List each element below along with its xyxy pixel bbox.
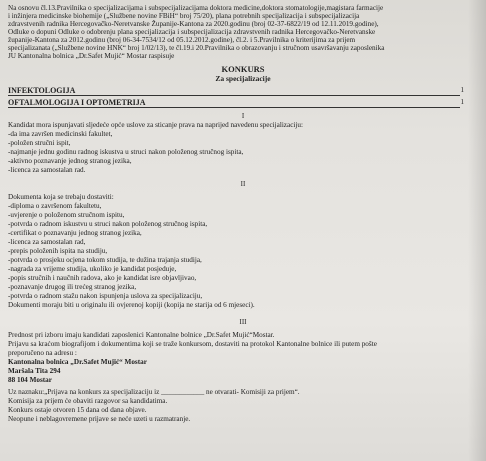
- section3-line: preporučeno na adresu :: [8, 349, 77, 357]
- section2-line: -potvrda o prosjeku ocjena tokom studija, te dužina trajanja studija,: [8, 256, 202, 264]
- section1-line: -licenca za samostalan rad.: [8, 166, 86, 174]
- section2-line: -prepis položenih ispita na studiju,: [8, 247, 108, 255]
- address-line: Maršala Tita 294: [8, 367, 61, 375]
- field-row-oftalmologija: [8, 98, 464, 108]
- section2-line: -certifikat o poznavanju jednog stranog jezika,: [8, 229, 142, 237]
- section1-line: Kandidat mora ispunjavati sljedeće opće uslove za sticanje prava na naprijed navedenu specijalizaciju:: [8, 121, 303, 129]
- konkurs-subtitle: Za specijalizacije: [215, 74, 271, 83]
- section2-line: -nagrada za vrijeme studija, ukoliko je kandidat posjeduje,: [8, 265, 177, 273]
- field-count: 1: [460, 86, 464, 94]
- field-count: 1: [460, 98, 464, 106]
- section2-line: -uvjerenje o položenom stručnom ispitu,: [8, 211, 125, 219]
- intro-line: i inžinjera medicinske biohemije („Službene novine FBiH“ broj 75/20), plana potrebnih specijalizacija i subspecijalizacija: [8, 12, 360, 20]
- section1-line: -najmanje jednu godinu radnog iskustva u struci nakon položenog stručnog ispita,: [8, 148, 244, 156]
- section1-line: -da ima završen medicinski fakultet,: [8, 130, 113, 138]
- field-row-infektologija: [8, 86, 464, 96]
- section3b-line: Konkurs ostaje otvoren 15 dana od dana objave.: [8, 406, 147, 414]
- address-line: 88 104 Mostar: [8, 376, 52, 384]
- section2-line: -popis stručnih i naučnih radova, ako je kandidat isre objavljivao,: [8, 274, 197, 282]
- konkurs-title: KONKURS: [221, 64, 265, 74]
- section1-line: -aktivno poznavanje jednog stranog jezika,: [8, 157, 132, 165]
- section2-line: Dokumenti moraju biti u originalu ili ovjerenoj kopiji (kopija ne starija od 6 mjeseci).: [8, 301, 255, 309]
- intro-line: specijalizanata („Službene novine HNK“ broj 1/02/13), te čl.19.i 20.Pravilnika o obrazovanju i stručnom usavršavanju zaposlenika: [8, 44, 385, 52]
- page-edge-shadow: [468, 0, 486, 461]
- intro-line: županije-Kantona za 2012.godinu (broj 06-34-7534/12 od 05.12.2012.godine), čl.2. i 5.Pravilnika o kriterijima za prijem: [8, 36, 356, 44]
- section2-line: -potvrda o radnom stažu nakon ispunjenja uslova za specijalizaciju,: [8, 292, 203, 300]
- section2-line: -potvrda o radnom iskustvu u struci nakon položenog stručnog ispita,: [8, 220, 208, 228]
- intro-line: Na osnovu čl.13.Pravilnika o specijalizacijama i subspecijalizacijama doktora medicine,doktora stomatologije,magistara farmacije: [8, 4, 384, 12]
- section3b-line: Neopune i neblagovremene prijave se neće uzeti u razmatranje.: [8, 415, 191, 423]
- section2-line: -poznavanje drugog ili trećeg stranog jezika,: [8, 283, 137, 291]
- field-name: OFTALMOLOGIJA I OPTOMETRIJA: [8, 98, 146, 107]
- section-numeral-1: I: [241, 112, 245, 120]
- address-line: Kantonalna bolnica „Dr.Safet Mujić“ Mostar: [8, 358, 147, 366]
- section1-line: -položen stručni ispit,: [8, 139, 71, 147]
- section3b-line: Komisija za prijem će obaviti razgovor sa kandidatima.: [8, 397, 168, 405]
- intro-line: Odluke o dopuni Odluke o odobrenju plana specijalizacija i subspecijalizacija zdravstvenih radnika Hercegovačko-Neretvanske: [8, 28, 376, 36]
- section3-line: Prijavu sa kraćom biografijom i dokumentima koji se traže konkursom, dostaviti na protokol Kantonalne bolnice ili putem pošte: [8, 340, 377, 348]
- section-numeral-3: III: [239, 318, 247, 326]
- field-name: INFEKTOLOGIJA: [8, 86, 76, 95]
- intro-line: zdravstvenih radnika Hercegovačko-Neretvanske Županije-Kantona za 2020.godinu (broj 02-37-6822/19 od 12.11.2019.godine),: [8, 20, 379, 28]
- section3-line: Prednost pri izboru imaju kandidati zaposlenici Kantonalne bolnice „Dr.Safet Mujić“Mostar.: [8, 331, 275, 339]
- section-numeral-2: II: [240, 180, 246, 188]
- intro-line: JU Kantonalna bolnica „Dr.Safet Mujić“ Mostar raspisuje: [8, 52, 175, 60]
- section3b-line: Uz naznaku:„Prijava na konkurs za specijalizaciju iz ____________ ne otvarati- Komisiji za prijem“.: [8, 388, 300, 396]
- section2-line: Dokumenta koja se trebaju dostaviti:: [8, 193, 114, 201]
- section2-line: -licenca za samostalan rad,: [8, 238, 86, 246]
- section2-line: -diploma o završenom fakultetu,: [8, 202, 102, 210]
